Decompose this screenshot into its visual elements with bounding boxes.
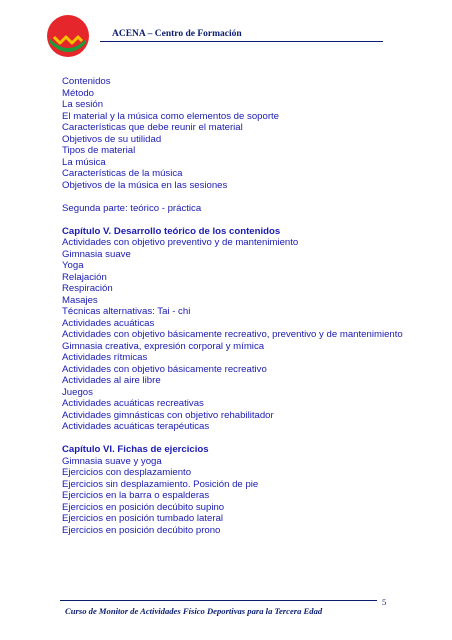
toc-entry: Actividades rítmicas bbox=[62, 352, 148, 363]
blank-line bbox=[62, 433, 402, 445]
toc-entry: Yoga bbox=[62, 260, 84, 271]
toc-entry: Características que debe reunir el material bbox=[62, 122, 243, 133]
toc-entry: Ejercicios con desplazamiento bbox=[62, 467, 192, 478]
table-of-contents bbox=[62, 76, 402, 536]
toc-entry: Actividades al aire libre bbox=[62, 375, 161, 386]
toc-entry: Ejercicios en posición decúbito supino bbox=[62, 501, 225, 513]
toc-entry: Características de la música bbox=[62, 168, 183, 179]
toc-entry: Método bbox=[62, 87, 94, 99]
toc-entry: Gimnasia suave bbox=[62, 248, 131, 260]
toc-entry: Respiración bbox=[62, 283, 113, 294]
toc-entry: Actividades con objetivo preventivo y de mantenimiento bbox=[62, 237, 299, 248]
toc-entry: La sesión bbox=[62, 99, 104, 110]
toc-entry: Ejercicios en posición tumbado lateral bbox=[62, 513, 224, 524]
toc-entry: Objetivos de su utilidad bbox=[62, 133, 162, 145]
toc-entry: Actividades acuáticas terapéuticas bbox=[62, 421, 210, 432]
toc-entry: Ejercicios en la barra o espalderas bbox=[62, 490, 210, 501]
toc-entry: Actividades acuáticas recreativas bbox=[62, 398, 204, 409]
toc-entry: Objetivos de la música en las sesiones bbox=[62, 179, 228, 191]
header-rule bbox=[100, 41, 383, 42]
toc-entry: Actividades con objetivo básicamente recreativo, preventivo y de mantenimiento bbox=[62, 329, 403, 340]
toc-entry: Gimnasia suave y yoga bbox=[62, 455, 162, 467]
toc-entry: La música bbox=[62, 156, 106, 168]
toc-entry: Segunda parte: teórico - práctica bbox=[62, 202, 202, 214]
toc-entry: Gimnasia creativa, expresión corporal y mímica bbox=[62, 340, 265, 352]
toc-entry: Masajes bbox=[62, 294, 98, 306]
toc-entry: Tipos de material bbox=[62, 145, 136, 156]
toc-entry: Contenidos bbox=[62, 76, 111, 87]
footer-rule bbox=[60, 600, 377, 601]
toc-entry: Ejercicios en posición decúbito prono bbox=[62, 524, 221, 536]
toc-entry: Juegos bbox=[62, 386, 93, 398]
blank-line bbox=[62, 214, 402, 226]
footer-course-title: Curso de Monitor de Actividades Físico Deportivas para la Tercera Edad bbox=[65, 606, 323, 616]
toc-entry: Relajación bbox=[62, 271, 107, 283]
toc-chapter-heading: Capítulo V. Desarrollo teórico de los contenidos bbox=[62, 225, 281, 237]
header-title: ACENA – Centro de Formación bbox=[112, 29, 242, 39]
toc-chapter-heading: Capítulo VI. Fichas de ejercicios bbox=[62, 444, 209, 455]
toc-entry: Actividades acuáticas bbox=[62, 317, 155, 329]
toc-entry: El material y la música como elementos de soporte bbox=[62, 110, 280, 122]
page-number: 5 bbox=[382, 597, 387, 607]
toc-entry: Técnicas alternativas: Tai - chi bbox=[62, 306, 191, 317]
toc-entry: Actividades con objetivo básicamente recreativo bbox=[62, 363, 267, 375]
blank-line bbox=[62, 191, 402, 203]
toc-entry: Ejercicios sin desplazamiento. Posición de pie bbox=[62, 478, 259, 490]
acena-logo bbox=[45, 13, 91, 59]
toc-entry: Actividades gimnásticas con objetivo rehabilitador bbox=[62, 409, 274, 421]
